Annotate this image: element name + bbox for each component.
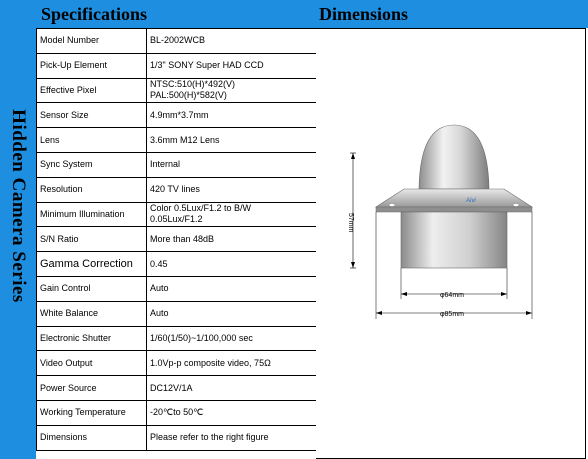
spec-label: Model Number xyxy=(37,29,147,54)
spec-row xyxy=(37,29,317,54)
camera-dimension-drawing xyxy=(316,29,586,459)
specifications-heading: Specifications xyxy=(41,4,147,24)
series-title: Hidden Camera Series xyxy=(8,109,29,303)
spec-value xyxy=(147,53,317,78)
spec-value xyxy=(147,425,317,450)
spec-row xyxy=(37,53,317,78)
spec-row xyxy=(37,227,317,252)
flange-edge xyxy=(376,207,532,212)
spec-label: Effective Pixel xyxy=(37,78,147,103)
sidebar xyxy=(0,0,36,459)
spec-label: Electronic Shutter xyxy=(37,326,147,351)
spec-value xyxy=(147,376,317,401)
spec-row xyxy=(37,202,317,227)
spec-value-line: NTSC:510(H)*492(V) xyxy=(150,79,236,90)
spec-value xyxy=(147,301,317,326)
spec-row xyxy=(37,376,317,401)
spec-label: Dimensions xyxy=(37,425,147,450)
spec-label: Minimum Illumination xyxy=(37,202,147,227)
spec-row xyxy=(37,103,317,128)
outer-diameter-label: φ85mm xyxy=(440,311,464,318)
spec-label: S/N Ratio xyxy=(37,227,147,252)
spec-value-line: Please refer to the right figure xyxy=(150,432,269,443)
spec-value xyxy=(147,227,317,252)
spec-value-line: 4.9mm*3.7mm xyxy=(150,109,209,120)
spec-value-line: Internal xyxy=(150,159,181,170)
spec-value-line: 1/60(1/50)~1/100,000 sec xyxy=(150,332,253,343)
spec-label: Working Temperature xyxy=(37,400,147,425)
spec-row xyxy=(37,326,317,351)
spec-value xyxy=(147,252,317,277)
spec-row xyxy=(37,252,317,277)
header-bar xyxy=(36,0,588,28)
spec-value-line: 0.05Lux/F1.2 xyxy=(150,214,203,225)
spec-value xyxy=(147,177,317,202)
height-label: 57mm xyxy=(347,213,354,233)
spec-label: Sync System xyxy=(37,152,147,177)
spec-value xyxy=(147,326,317,351)
spec-value-line: 3.6mm M12 Lens xyxy=(150,134,220,145)
spec-value-line: 0.45 xyxy=(150,258,168,269)
spec-value-line: More than 48dB xyxy=(150,233,215,244)
spec-value xyxy=(147,400,317,425)
spec-row xyxy=(37,400,317,425)
spec-label: Video Output xyxy=(37,351,147,376)
spec-row xyxy=(37,276,317,301)
spec-value-line: Auto xyxy=(150,308,169,319)
spec-value-line: 1/3" SONY Super HAD CCD xyxy=(150,60,264,71)
spec-value-line: 1.0Vp-p composite video, 75Ω xyxy=(150,357,271,368)
spec-value xyxy=(147,103,317,128)
logo-text: Aivi xyxy=(466,198,476,204)
spec-row xyxy=(37,177,317,202)
spec-value xyxy=(147,29,317,54)
spec-label: Sensor Size xyxy=(37,103,147,128)
spec-value xyxy=(147,351,317,376)
spec-table xyxy=(36,28,317,451)
screw-hole-left xyxy=(389,203,395,206)
spec-row xyxy=(37,152,317,177)
inner-diameter-label: φ64mm xyxy=(440,292,464,299)
spec-value xyxy=(147,276,317,301)
spec-value-line: -20℃to 50℃ xyxy=(150,407,204,418)
spec-label: Resolution xyxy=(37,177,147,202)
spec-value xyxy=(147,128,317,153)
spec-label: White Balance xyxy=(37,301,147,326)
spec-value-line: Color 0.5Lux/F1.2 to B/W xyxy=(150,203,252,214)
spec-label: Power Source xyxy=(37,376,147,401)
spec-row xyxy=(37,425,317,450)
dimensions-panel xyxy=(316,28,586,459)
spec-value xyxy=(147,152,317,177)
spec-label: Lens xyxy=(37,128,147,153)
spec-value xyxy=(147,78,317,103)
flange-shape xyxy=(376,189,532,207)
spec-value-line: 420 TV lines xyxy=(150,184,200,195)
spec-row xyxy=(37,351,317,376)
spec-row xyxy=(37,301,317,326)
dimensions-heading: Dimensions xyxy=(319,4,409,24)
spec-value-line: BL-2002WCB xyxy=(150,35,206,46)
spec-value-line: PAL:500(H)*582(V) xyxy=(150,90,227,101)
spec-value xyxy=(147,202,317,227)
spec-label: Gamma Correction xyxy=(37,252,147,277)
spec-row xyxy=(37,78,317,103)
spec-label: Pick-Up Element xyxy=(37,53,147,78)
spec-label: Gain Control xyxy=(37,276,147,301)
spec-row xyxy=(37,128,317,153)
spec-value-line: Auto xyxy=(150,283,169,294)
dome-shape xyxy=(419,125,489,189)
spec-value-line: DC12V/1A xyxy=(150,382,193,393)
screw-hole-right xyxy=(513,203,519,206)
camera-body xyxy=(401,212,507,268)
